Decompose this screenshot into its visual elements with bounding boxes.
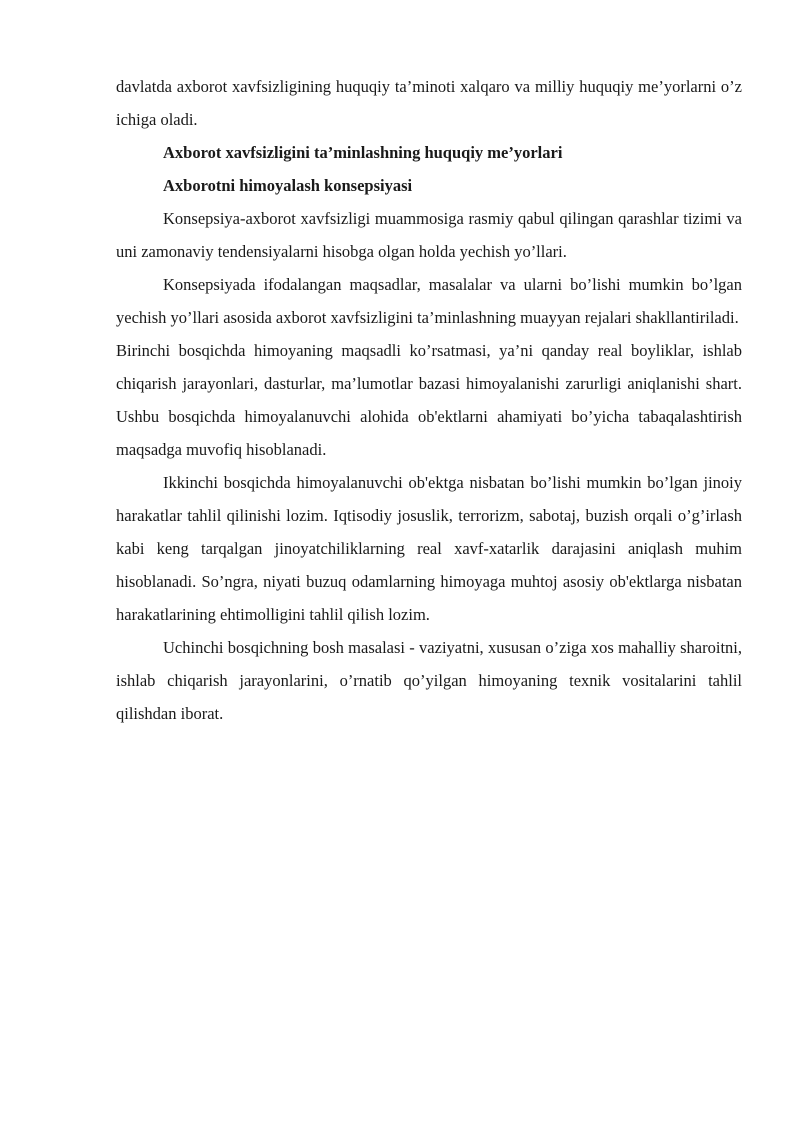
paragraph-concept-plans: Konsepsiyada ifodalangan maqsadlar, masalalar va ularni bo’lishi mumkin bo’lgan yechish yo’llari asosida axborot xavfsizligini ta’minlashning muayyan rejalari shakllantiriladi. <box>116 275 742 327</box>
paragraph-third-stage: Uchinchi bosqichning bosh masalasi - vaziyatni, xususan o’ziga xos mahalliy sharoitni, ishlab chiqarish jarayonlarini, o’rnatib qo’yilgan himoyaning texnik vositalarini tahlil qilishdan iborat. <box>116 638 742 723</box>
paragraph-concept-definition: Konsepsiya-axborot xavfsizligi muammosiga rasmiy qabul qilingan qarashlar tizimi va uni zamonaviy tendensiyalarni hisobga olgan holda yechish yo’llari. <box>116 209 742 261</box>
paragraph-second-stage: Ikkinchi bosqichda himoyalanuvchi ob'ektga nisbatan bo’lishi mumkin bo’lgan jinoiy harakatlar tahlil qilinishi lozim. Iqtisodiy josuslik, terrorizm, sabotaj, buzish orqali o’g’irlash kabi keng tarqalgan jinoyatchiliklarning real xavf-xatarlik darajasini aniqlash muhim hisoblanadi. So’ngra, niyati buzuq odamlarning himoyaga muhtoj asosiy ob'ektlarga nisbatan harakatlarining ehtimolligini tahlil qilish lozim. <box>116 473 742 624</box>
heading-protection-concept: Axborotni himoyalash konsepsiyasi <box>163 176 413 195</box>
document-page <box>116 70 742 730</box>
paragraph-intro: davlatda axborot xavfsizligining huquqiy ta’minoti xalqaro va milliy huquqiy me’yorlarni o’z ichiga oladi. <box>116 77 742 129</box>
heading-legal-norms: Axborot xavfsizligini ta’minlashning huquqiy me’yorlari <box>163 143 563 162</box>
paragraph-first-stage: Birinchi bosqichda himoyaning maqsadli ko’rsatmasi, ya’ni qanday real boyliklar, ishlab chiqarish jarayonlari, dasturlar, ma’lumotlar bazasi himoyalanishi zarurligi aniqlanishi shart. Ushbu bosqichda himoyalanuvchi alohida ob'ektlarni ahamiyati bo’yicha tabaqalashtirish maqsadga muvofiq hisoblanadi. <box>116 341 742 459</box>
